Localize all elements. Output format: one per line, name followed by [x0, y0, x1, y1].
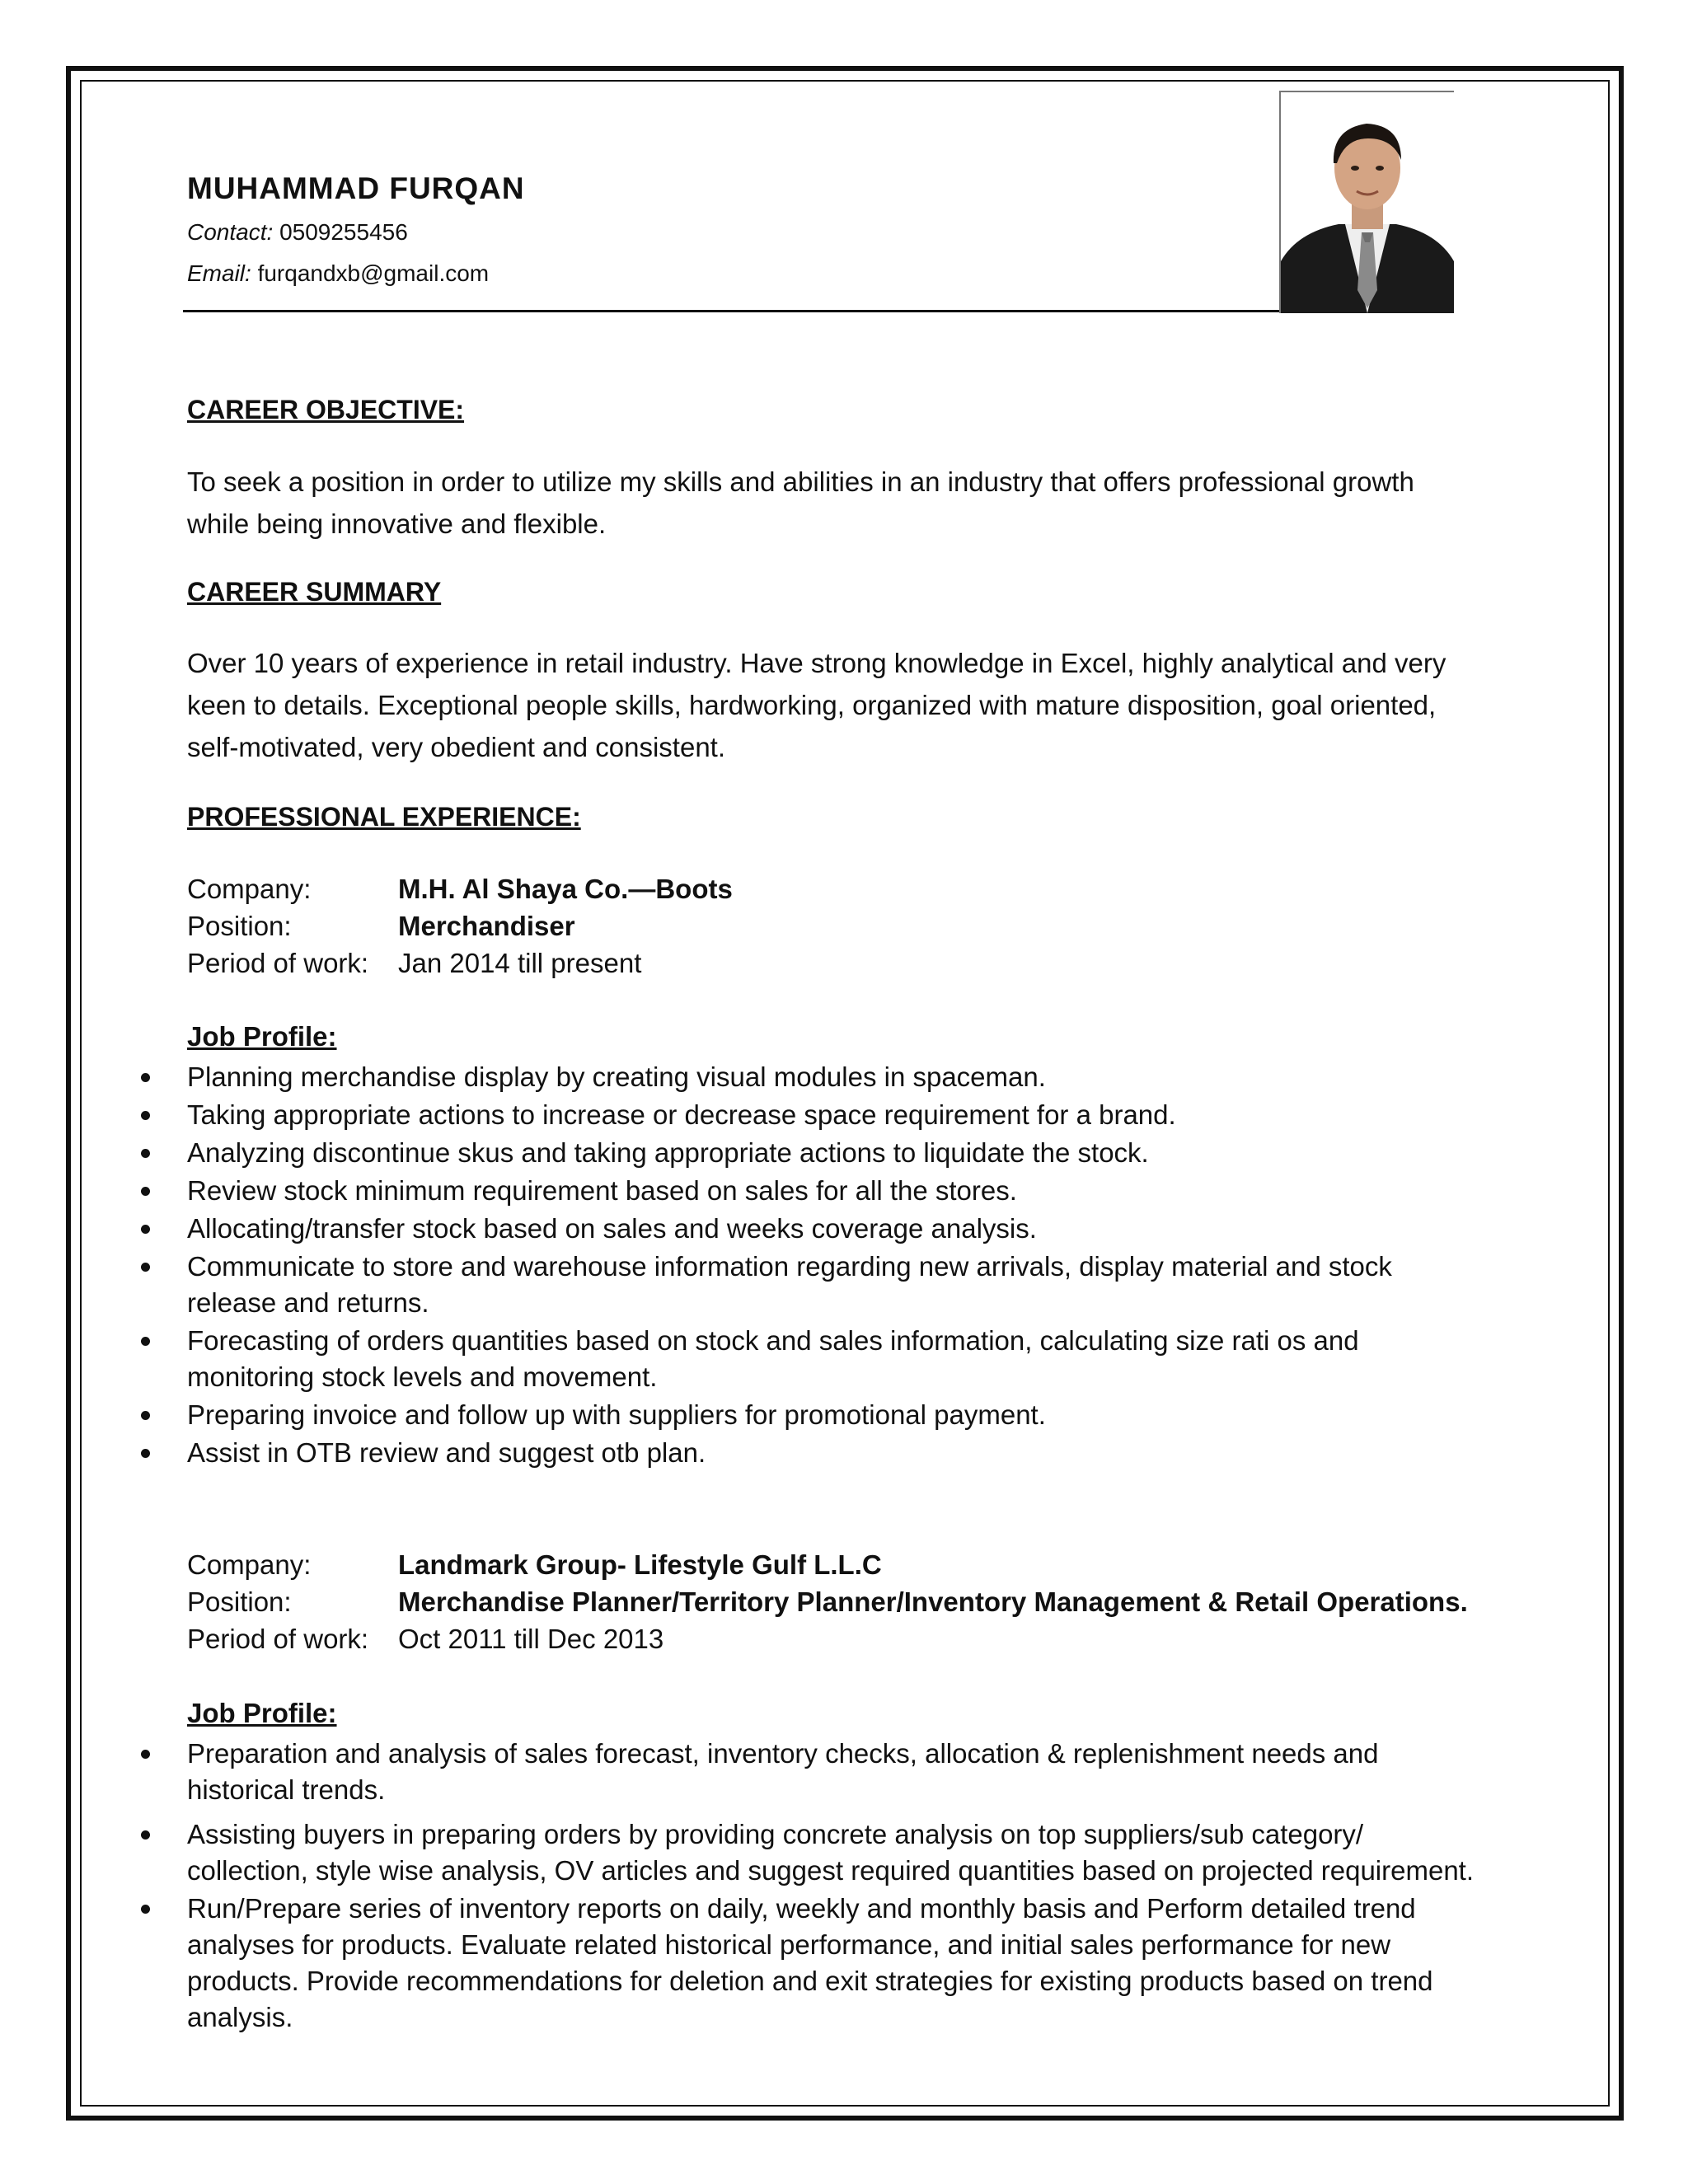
bullet-text-line: analyses for products. Evaluate related historical performance, and initial sales performance for new: [187, 1929, 1391, 1960]
bullet-icon: [141, 1111, 150, 1120]
career-summary-line: Over 10 years of experience in retail industry. Have strong knowledge in Excel, highly analytical and very: [187, 648, 1447, 678]
period-value: Oct 2011 till Dec 2013: [398, 1624, 664, 1654]
period-value: Jan 2014 till present: [398, 948, 642, 978]
company-label: Company:: [187, 874, 312, 904]
bullet-icon: [141, 1263, 150, 1272]
bullet-icon: [141, 1187, 150, 1196]
bullet-text-line: historical trends.: [187, 1774, 386, 1805]
contact-label: Contact:: [187, 219, 274, 245]
period-label: Period of work:: [187, 948, 369, 978]
bullet-text-line: collection, style wise analysis, OV articles and suggest required quantities based on projected requirement.: [187, 1855, 1475, 1886]
bullet-text-line: Run/Prepare series of inventory reports on daily, weekly and monthly basis and Perform detailed trend: [187, 1893, 1416, 1924]
job-profile-bullet: [187, 1249, 1539, 1321]
job1-profile-title: Job Profile:: [187, 1021, 337, 1052]
job1-bullet-list: [187, 1059, 1539, 1471]
bullet-icon: [141, 1337, 150, 1346]
bullet-icon: [141, 1149, 150, 1158]
bullet-text-line: analysis.: [187, 2002, 293, 2032]
bullet-text-line: Preparation and analysis of sales forecast, inventory checks, allocation & replenishment needs and: [187, 1738, 1379, 1769]
company-label: Company:: [187, 1549, 312, 1580]
bullet-text-line: Review stock minimum requirement based on sales for all the stores.: [187, 1175, 1017, 1206]
job-profile-bullet: [187, 1097, 1539, 1133]
job-profile-bullet: [187, 1397, 1539, 1433]
bullet-icon: [141, 1411, 150, 1420]
career-summary-text: [187, 642, 1506, 768]
position-title: Merchandiser: [398, 911, 575, 941]
bullet-text-line: release and returns.: [187, 1287, 429, 1318]
bullet-text-line: Forecasting of orders quantities based on stock and sales information, calculating size rati os and: [187, 1325, 1359, 1356]
bullet-text-line: monitoring stock levels and movement.: [187, 1361, 658, 1392]
career-objective-heading: CAREER OBJECTIVE:: [187, 395, 465, 424]
position-title: Merchandise Planner/Territory Planner/Inventory Management & Retail Operations.: [398, 1586, 1468, 1617]
bullet-text-line: Taking appropriate actions to increase or decrease space requirement for a brand.: [187, 1099, 1176, 1130]
bullet-text-line: Planning merchandise display by creating visual modules in spaceman.: [187, 1062, 1046, 1092]
job-profile-bullet: [187, 1323, 1539, 1395]
bullet-text-line: Analyzing discontinue skus and taking appropriate actions to liquidate the stock.: [187, 1137, 1149, 1168]
contact-line: [187, 219, 408, 246]
bullet-icon: [141, 1073, 150, 1082]
bullet-icon: [141, 1905, 150, 1914]
job-profile-bullet: [187, 1891, 1539, 2036]
professional-experience-heading: PROFESSIONAL EXPERIENCE:: [187, 802, 581, 832]
contact-value: 0509255456: [279, 219, 408, 245]
email-label: Email:: [187, 260, 251, 286]
profile-photo-image: [1281, 92, 1454, 313]
position-label: Position:: [187, 911, 292, 941]
bullet-icon: [141, 1225, 150, 1234]
job-profile-bullet: [187, 1173, 1539, 1209]
career-summary-line: self-motivated, very obedient and consistent.: [187, 732, 726, 762]
job-profile-bullet: [187, 1059, 1539, 1095]
career-summary-line: keen to details. Exceptional people skills, hardworking, organized with mature disposition, goal oriented,: [187, 690, 1437, 720]
bullet-icon: [141, 1750, 150, 1759]
profile-photo: [1279, 91, 1454, 313]
bullet-text-line: Allocating/transfer stock based on sales and weeks coverage analysis.: [187, 1213, 1037, 1244]
bullet-text-line: products. Provide recommendations for deletion and exit strategies for existing products based on trend: [187, 1966, 1433, 1996]
bullet-text-line: Assist in OTB review and suggest otb plan.: [187, 1437, 706, 1468]
bullet-icon: [141, 1830, 150, 1840]
company-name: Landmark Group- Lifestyle Gulf L.L.C: [398, 1549, 882, 1580]
career-summary-heading: CAREER SUMMARY: [187, 577, 442, 607]
email-line: [187, 260, 489, 287]
job-profile-bullet: [187, 1435, 1539, 1471]
job-profile-bullet: [187, 1736, 1539, 1808]
candidate-name: MUHAMMAD FURQAN: [187, 171, 525, 205]
job-profile-bullet: [187, 1816, 1539, 1889]
career-objective-text: [187, 461, 1506, 545]
career-objective-line: while being innovative and flexible.: [187, 509, 607, 539]
bullet-text-line: Assisting buyers in preparing orders by providing concrete analysis on top suppliers/sub category/: [187, 1819, 1364, 1849]
job2-bullet-list: [187, 1736, 1539, 2036]
bullet-text-line: Communicate to store and warehouse information regarding new arrivals, display material and stock: [187, 1251, 1392, 1282]
career-objective-line: To seek a position in order to utilize my skills and abilities in an industry that offers professional growth: [187, 466, 1414, 497]
bullet-icon: [141, 1449, 150, 1458]
period-label: Period of work:: [187, 1624, 369, 1654]
header-divider: [183, 310, 1284, 312]
job-profile-bullet: [187, 1211, 1539, 1247]
job-profile-bullet: [187, 1135, 1539, 1171]
position-label: Position:: [187, 1586, 292, 1617]
job2-profile-title: Job Profile:: [187, 1698, 337, 1728]
email-value: furqandxb@gmail.com: [257, 260, 490, 286]
bullet-text-line: Preparing invoice and follow up with suppliers for promotional payment.: [187, 1399, 1046, 1430]
company-name: M.H. Al Shaya Co.—Boots: [398, 874, 733, 904]
